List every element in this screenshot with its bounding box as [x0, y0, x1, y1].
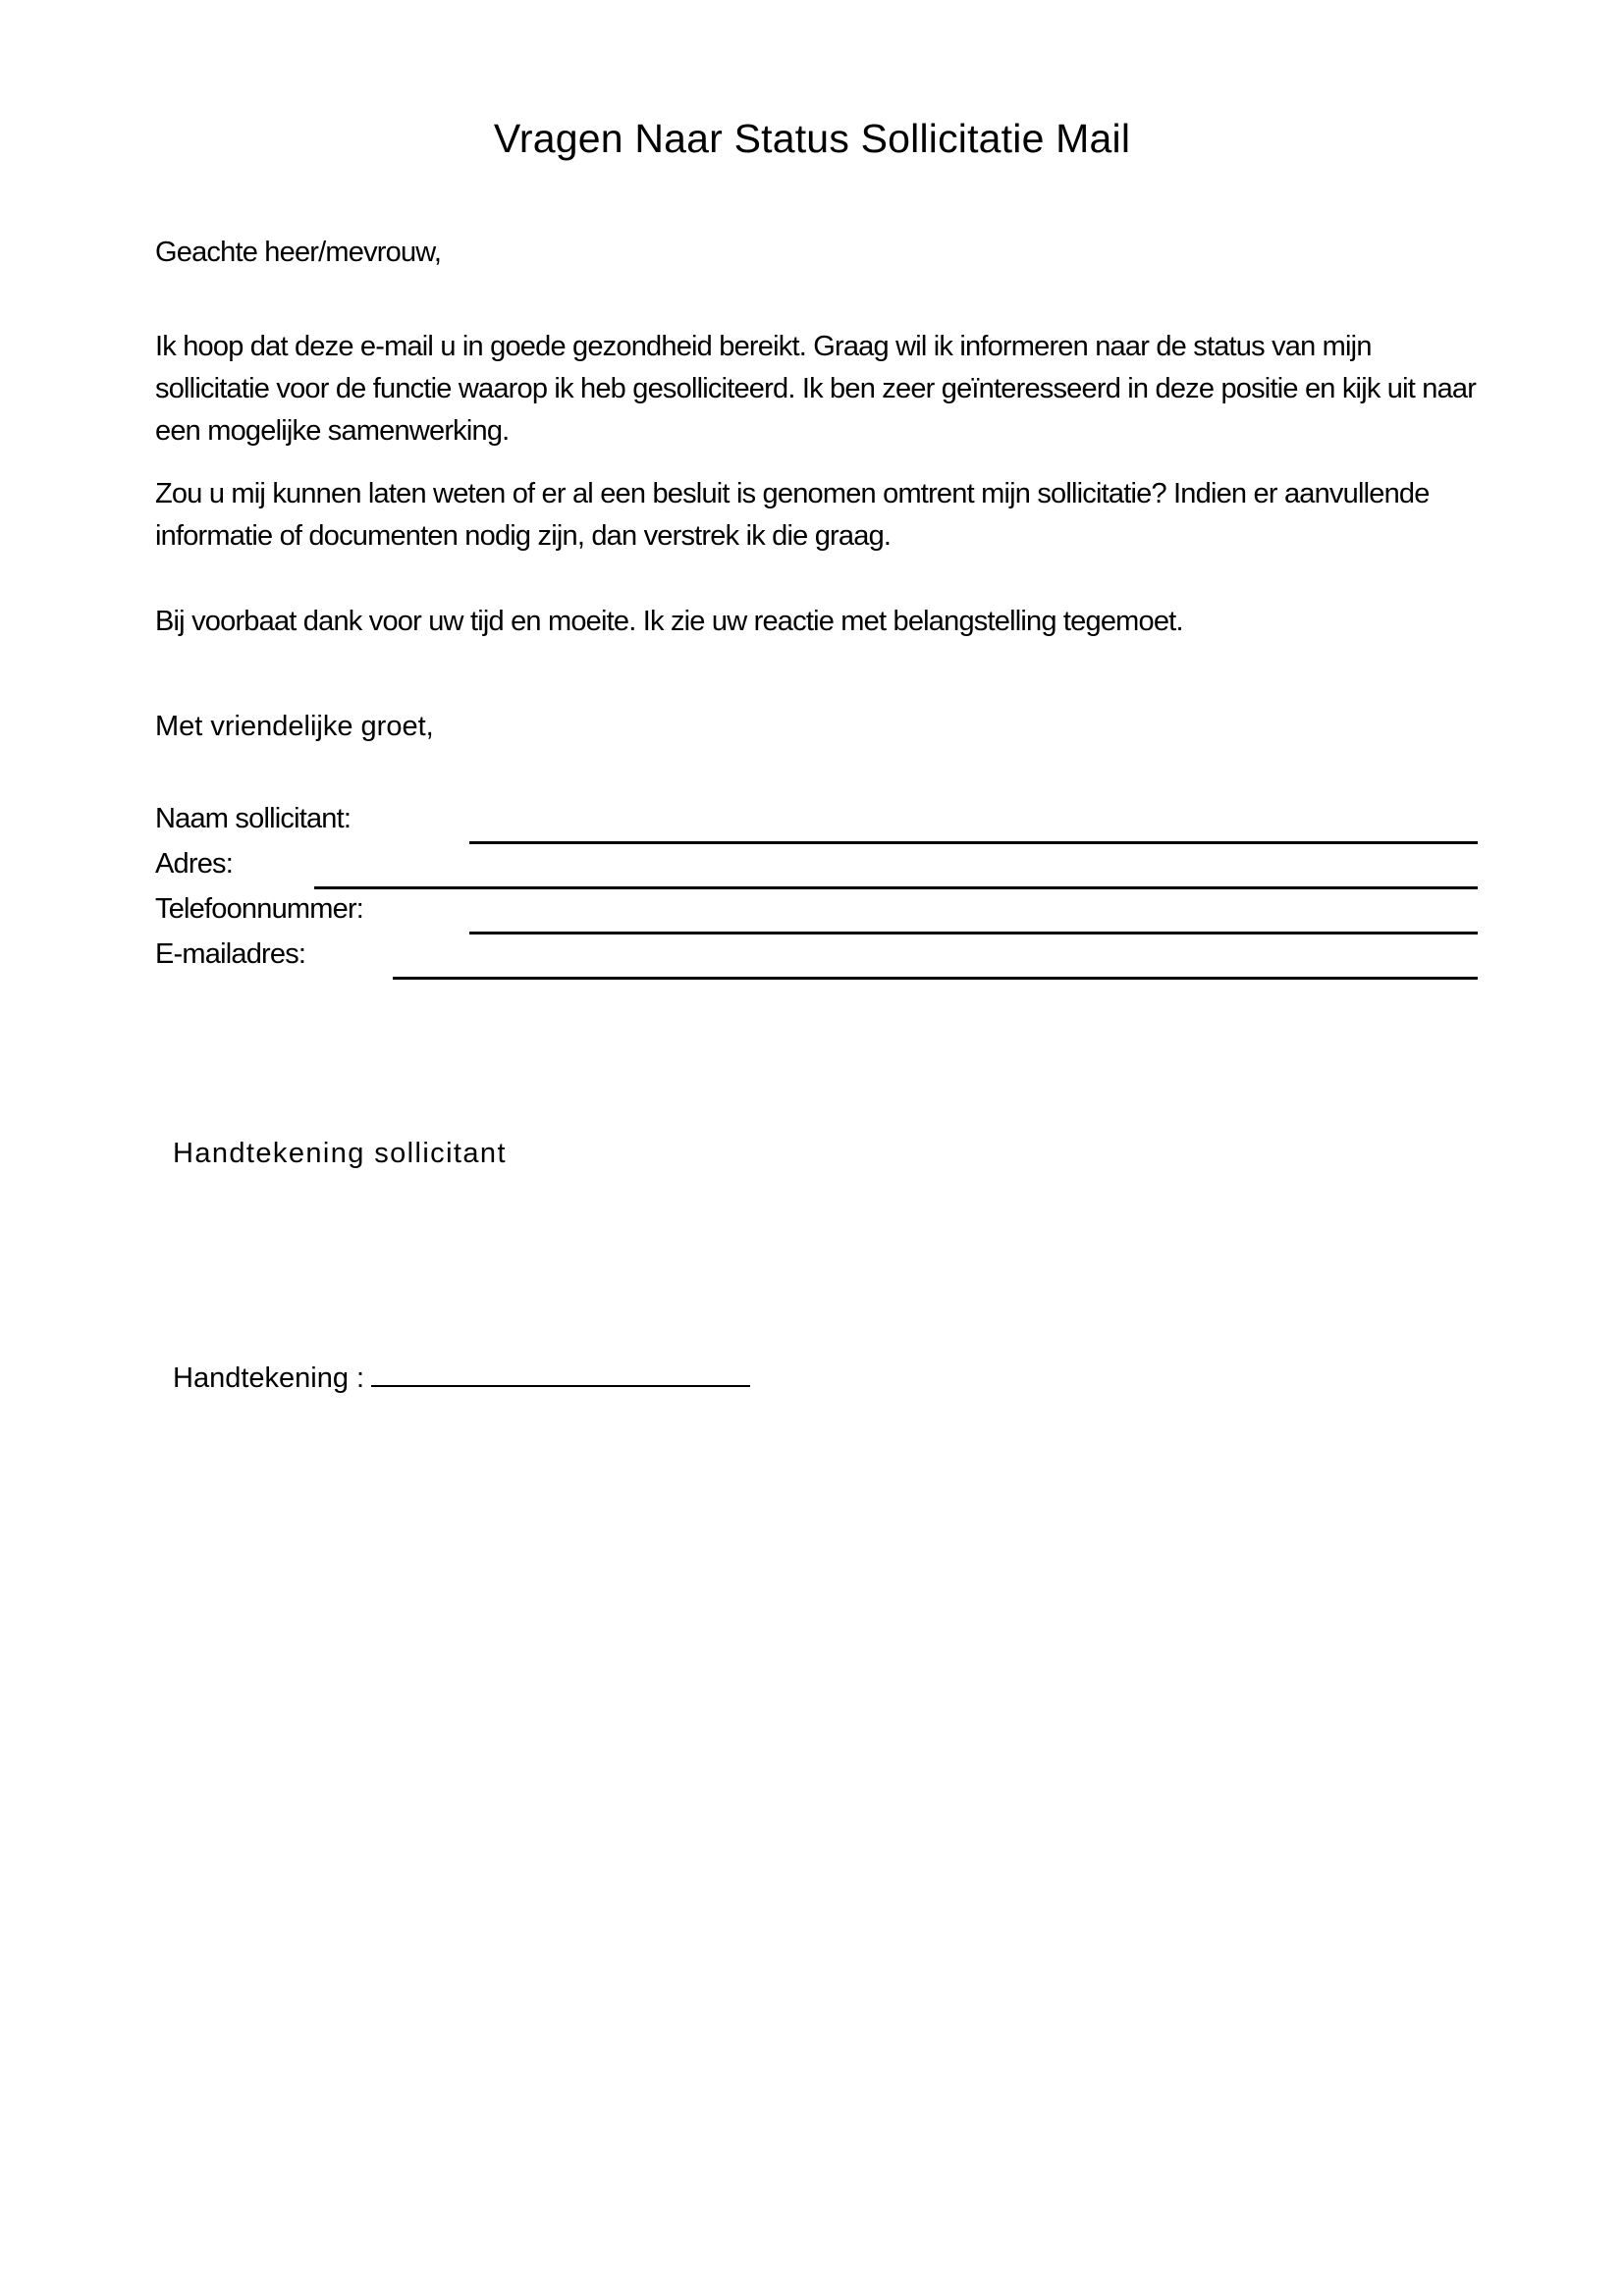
field-label-telefoonnummer: Telefoonnummer:: [155, 893, 364, 925]
signature-row: [173, 1358, 750, 1400]
field-label-naam-sollicitant: Naam sollicitant:: [155, 803, 352, 834]
signature-caption: Handtekening sollicitant: [173, 1138, 507, 1169]
salutation-text: Geachte heer/mevrouw,: [155, 237, 442, 268]
field-label-emailadres: E-mailadres:: [155, 938, 306, 970]
field-line-naam-sollicitant: [469, 841, 1478, 844]
field-label-adres: Adres:: [155, 848, 234, 880]
field-line-adres: [314, 886, 1478, 889]
paragraph-decision-question: Zou u mij kunnen laten weten of er al een besluit is genomen omtrent mijn sollicitatie? Indien er aanvullende informatie of documenten nodig zijn, dan verstrek ik die graag.: [155, 478, 1430, 552]
signature-line-label: Handtekening :: [173, 1362, 365, 1394]
field-line-emailadres: [393, 977, 1478, 980]
signature-line: [371, 1362, 750, 1387]
field-line-telefoonnummer: [469, 932, 1478, 934]
paragraph-thanks: Bij voorbaat dank voor uw tijd en moeite. Ik zie uw reactie met belangstelling tegemoet.: [155, 606, 1183, 637]
closing-text: Met vriendelijke groet,: [155, 711, 434, 742]
document-title: Vragen Naar Status Sollicitatie Mail: [493, 116, 1131, 161]
paragraph-status-inquiry: Ik hoop dat deze e-mail u in goede gezondheid bereikt. Graag wil ik informeren naar de status van mijn sollicitatie voor de functie waarop ik heb gesolliciteerd. Ik ben zeer geïnteresseerd in deze positie en kijk uit naar een mogelijke samenwerking.: [155, 331, 1477, 447]
